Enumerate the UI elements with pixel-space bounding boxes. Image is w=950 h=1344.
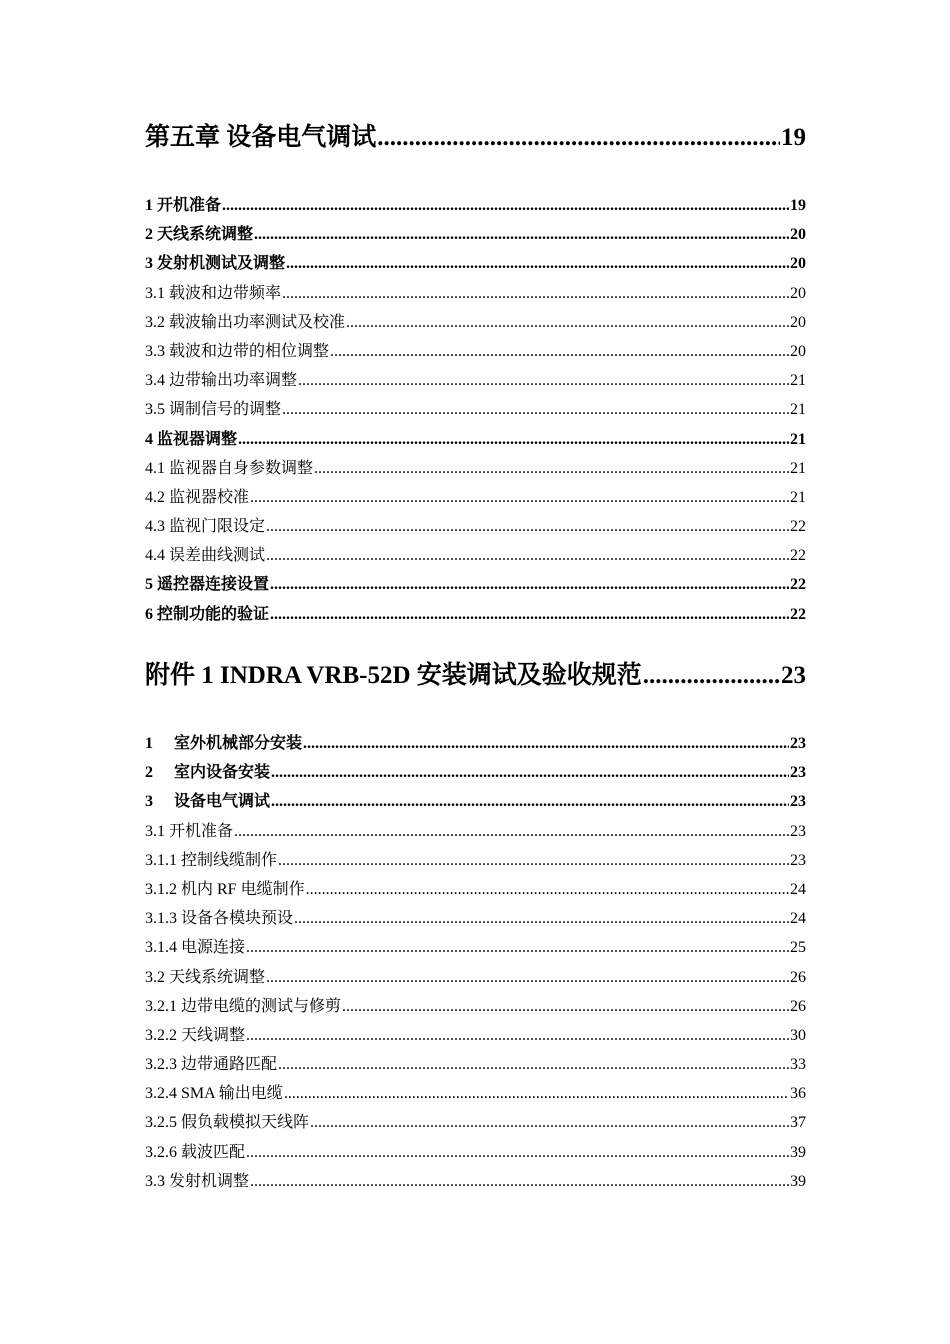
toc-page-number: 19 [781, 124, 806, 151]
toc-page-number: 23 [790, 793, 806, 811]
toc-page-number: 20 [790, 342, 806, 360]
toc-entry-label: 3.2.3 边带通路匹配 [145, 1056, 278, 1074]
toc-entry-label: 3.1.3 设备各模块预设 [145, 910, 294, 928]
toc-entry[interactable] [145, 729, 806, 758]
toc-entry-label: 6 控制功能的验证 [145, 605, 270, 623]
toc-entry[interactable] [145, 279, 806, 308]
toc-leader-dots [222, 191, 789, 220]
toc-appendix-1-entries [145, 729, 806, 1196]
toc-entry[interactable] [145, 1079, 806, 1108]
toc-leader-dots [266, 541, 789, 570]
toc-entry[interactable] [145, 875, 806, 904]
toc-entry[interactable] [145, 933, 806, 962]
toc-entry-label: 4 监视器调整 [145, 430, 238, 448]
toc-entry[interactable] [145, 1021, 806, 1050]
toc-leader-dots [643, 659, 780, 693]
toc-chapter-label: 第五章 设备电气调试 [145, 124, 377, 151]
toc-entry-label: 5 遥控器连接设置 [145, 576, 270, 594]
toc-entry[interactable] [145, 395, 806, 424]
toc-entry-label: 4.2 监视器校准 [145, 488, 250, 506]
toc-entry-label: 4.3 监视门限设定 [145, 518, 266, 536]
toc-entry-label: 3.1.2 机内 RF 电缆制作 [145, 880, 305, 898]
toc-page-number: 19 [790, 197, 806, 214]
toc-entry[interactable] [145, 758, 806, 787]
toc-leader-dots [284, 1079, 789, 1108]
toc-entry-label: 3.2.4 SMA 输出电缆 [145, 1085, 283, 1103]
toc-page-number: 20 [790, 313, 806, 331]
toc-page-number: 30 [790, 1026, 806, 1044]
toc-leader-dots [246, 1021, 789, 1050]
toc-entry-label: 2 天线系统调整 [145, 226, 254, 244]
toc-entry-label: 1 开机准备 [145, 197, 222, 214]
toc-page-number: 36 [790, 1085, 806, 1103]
toc-entry-label: 3.1.1 控制线缆制作 [145, 851, 278, 869]
toc-page-number: 20 [790, 226, 806, 244]
toc-entry[interactable] [145, 454, 806, 483]
toc-leader-dots [278, 846, 789, 875]
toc-entry[interactable] [145, 366, 806, 395]
toc-page-number: 26 [790, 968, 806, 986]
toc-leader-dots [282, 395, 789, 424]
toc-entry-label: 3.2 载波输出功率测试及校准 [145, 313, 346, 331]
toc-entry[interactable] [145, 308, 806, 337]
toc-page-number: 25 [790, 939, 806, 957]
toc-entry-label: 3.2 天线系统调整 [145, 968, 266, 986]
toc-entry-label: 3.3 载波和边带的相位调整 [145, 342, 330, 360]
toc-entry-label: 3.1 开机准备 [145, 822, 234, 840]
toc-page-number: 22 [790, 576, 806, 594]
toc-leader-dots [250, 1167, 789, 1196]
toc-entry-label [145, 787, 270, 816]
toc-page-number: 24 [790, 880, 806, 898]
toc-leader-dots [314, 454, 789, 483]
toc-entry-label: 3.2.6 载波匹配 [145, 1143, 246, 1161]
toc-entry-label: 3 发射机测试及调整 [145, 255, 286, 273]
toc-leader-dots [310, 1108, 789, 1137]
toc-leader-dots [271, 758, 789, 787]
toc-leader-dots [294, 904, 789, 933]
toc-page-number: 20 [790, 284, 806, 302]
toc-chapter-5 [145, 121, 806, 155]
toc-entry[interactable] [145, 220, 806, 249]
toc-entry-label: 3.1 载波和边带频率 [145, 284, 282, 302]
toc-leader-dots [271, 787, 789, 816]
toc-entry[interactable] [145, 963, 806, 992]
toc-entry-text: 室外机械部分安装 [174, 735, 303, 752]
toc-entry-label: 3.2.5 假负载模拟天线阵 [145, 1114, 310, 1132]
toc-chapter-5-entries [145, 191, 806, 629]
toc-entry[interactable] [145, 1167, 806, 1196]
toc-entry-text: 室内设备安装 [174, 764, 271, 782]
toc-entry[interactable] [145, 541, 806, 570]
toc-page-number: 22 [790, 518, 806, 536]
toc-entry[interactable] [145, 992, 806, 1021]
toc-entry[interactable] [145, 337, 806, 366]
toc-entry[interactable] [145, 249, 806, 278]
toc-page-number: 21 [790, 430, 806, 448]
toc-page-number: 23 [781, 662, 806, 689]
toc-entry-label [145, 729, 302, 758]
toc-leader-dots [246, 1138, 789, 1167]
toc-leader-dots [330, 337, 789, 366]
toc-leader-dots [238, 425, 789, 454]
toc-entry-label: 4.1 监视器自身参数调整 [145, 459, 314, 477]
toc-leader-dots [278, 1050, 789, 1079]
toc-page-number: 37 [790, 1114, 806, 1132]
toc-leader-dots [282, 279, 789, 308]
toc-entry[interactable] [145, 1050, 806, 1079]
toc-leader-dots [266, 512, 789, 541]
toc-entry[interactable] [145, 787, 806, 816]
toc-entry[interactable] [145, 512, 806, 541]
toc-entry-label [145, 758, 270, 787]
toc-leader-dots [303, 729, 789, 758]
toc-page-number: 33 [790, 1056, 806, 1074]
toc-entry-number: 3 [145, 793, 153, 811]
toc-leader-dots [246, 933, 789, 962]
toc-entry-label: 4.4 误差曲线测试 [145, 547, 266, 565]
toc-leader-dots [270, 600, 789, 629]
toc-entry-label: 3.4 边带输出功率调整 [145, 372, 298, 390]
toc-entry-label: 3.3 发射机调整 [145, 1172, 250, 1190]
toc-leader-dots [306, 875, 789, 904]
toc-leader-dots [298, 366, 789, 395]
toc-page-number: 22 [790, 605, 806, 623]
toc-page-number: 22 [790, 547, 806, 565]
toc-entry[interactable] [145, 425, 806, 454]
toc-page-number: 23 [790, 735, 806, 752]
toc-page-number: 23 [790, 822, 806, 840]
toc-page-number: 21 [790, 401, 806, 419]
toc-entry[interactable] [145, 191, 806, 220]
toc-entry-label: 3.2.2 天线调整 [145, 1026, 246, 1044]
toc-leader-dots [254, 220, 789, 249]
toc-entry[interactable] [145, 570, 806, 599]
toc-page-number: 24 [790, 910, 806, 928]
toc-entry[interactable] [145, 600, 806, 629]
toc-entry-text: 设备电气调试 [174, 793, 271, 811]
toc-leader-dots [286, 249, 789, 278]
toc-entry[interactable] [145, 483, 806, 512]
toc-page-number: 21 [790, 372, 806, 390]
toc-leader-dots [266, 963, 789, 992]
toc-leader-dots [270, 570, 789, 599]
toc-page-number: 39 [790, 1143, 806, 1161]
toc-entry[interactable] [145, 846, 806, 875]
toc-entry-number: 1 [145, 735, 153, 752]
toc-chapter-heading[interactable] [145, 121, 806, 155]
toc-page-number: 39 [790, 1172, 806, 1190]
toc-entry[interactable] [145, 817, 806, 846]
toc-leader-dots [234, 817, 789, 846]
toc-page-number: 21 [790, 488, 806, 506]
toc-entry[interactable] [145, 1138, 806, 1167]
toc-appendix-heading[interactable] [145, 659, 806, 693]
toc-leader-dots [250, 483, 789, 512]
toc-entry[interactable] [145, 1108, 806, 1137]
toc-page-number: 21 [790, 459, 806, 477]
toc-entry-label: 3.2.1 边带电缆的测试与修剪 [145, 997, 342, 1015]
toc-entry-label: 3.1.4 电源连接 [145, 939, 246, 957]
toc-leader-dots [342, 992, 789, 1021]
toc-page-number: 26 [790, 997, 806, 1015]
toc-entry-label: 3.5 调制信号的调整 [145, 401, 282, 419]
toc-entry[interactable] [145, 904, 806, 933]
toc-page-number: 23 [790, 851, 806, 869]
toc-appendix-1 [145, 659, 806, 693]
toc-leader-dots [346, 308, 789, 337]
toc-page-number: 20 [790, 255, 806, 273]
toc-leader-dots [377, 121, 780, 155]
toc-page-number: 23 [790, 764, 806, 782]
toc-entry-number: 2 [145, 764, 153, 782]
toc-appendix-label: 附件 1 INDRA VRB-52D 安装调试及验收规范 [145, 662, 642, 689]
